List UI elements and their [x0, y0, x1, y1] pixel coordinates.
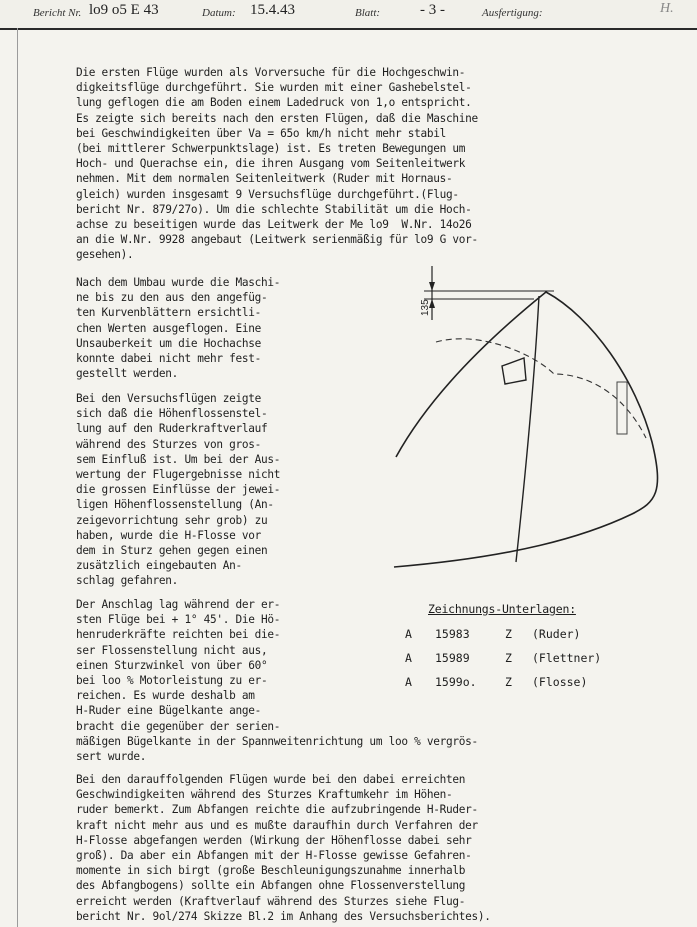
rudder-sketch-svg	[384, 262, 674, 577]
zeichnungs-unterlagen-title: Zeichnungs-Unterlagen:	[428, 602, 576, 616]
drawing-row	[405, 651, 602, 667]
drawing-row	[405, 627, 581, 643]
paragraph-umbau: Nach dem Umbau wurde die Maschi- ne bis zu den aus den angefüg- ten Kurvenblättern ersichtli- chen Werten ausgeflogen. Eine Unsauberkeit um die Hochachse konnte dabei nicht mehr fest- gestellt werden.	[76, 276, 281, 381]
drawing-prefix: A	[405, 651, 412, 665]
report-header	[0, 0, 697, 30]
rudder-sketch	[384, 262, 674, 577]
fin-dashed-contour	[436, 339, 646, 438]
binder-line	[17, 28, 18, 927]
drawing-row	[405, 675, 588, 691]
drawing-prefix: A	[405, 675, 412, 689]
drawing-prefix: A	[405, 627, 412, 641]
ausfertigung-label: Ausfertigung:	[482, 7, 543, 19]
blatt-value: - 3 -	[420, 2, 445, 18]
drawing-part: (Flettner)	[532, 651, 602, 665]
paragraph-anschlag: Der Anschlag lag während der er- sten Flüge bei + 1° 45'. Die Hö- henruderkräfte reichten bei die- ser Flossenstellung nicht aus, einen Sturzwinkel von über 60° bei loo % Motorleistung zu er- reichen. Es wurde deshalb am H-Ruder eine Bügelkante ange- bracht die gegenüber der serien- mäßigen Bügelkante in der Spannweitenrichtung um loo % vergrös- sert wurde.	[76, 598, 478, 764]
fin-outline	[394, 292, 658, 567]
paragraph-flossenstellung: Bei den Versuchsflügen zeigte sich daß die Höhenflossenstel- lung auf den Ruderkraftverlauf während des Sturzes von gros- sem Einfluß ist. Um bei der Aus- wertung der Flugergebnisse nicht die grossen Einflüsse der jewei- ligen Höhenflossenstellung (An- zeigevorrichtung sehr grob) zu haben, wurde die H-Flosse vor dem in Sturz gehen gegen einen zusätzlich eingebauten An- schlag gefahren.	[76, 392, 281, 588]
drawing-number: 15989	[435, 651, 470, 665]
drawing-part: (Ruder)	[532, 627, 581, 641]
drawing-number: 1599o.	[435, 675, 477, 689]
bericht-label: Bericht Nr.	[33, 7, 82, 19]
datum-label: Datum:	[202, 7, 236, 19]
horn-balance	[502, 358, 526, 384]
dimension-label: 135	[420, 299, 431, 316]
drawing-number: 15983	[435, 627, 470, 641]
trim-tab	[617, 382, 627, 434]
datum-value: 15.4.43	[250, 2, 295, 18]
drawing-part: (Flosse)	[532, 675, 588, 689]
blatt-label: Blatt:	[355, 7, 381, 19]
signature-mark: H.	[660, 1, 674, 16]
rudder-hinge-line	[516, 296, 539, 562]
dimension-arrow-top	[429, 282, 435, 291]
drawing-suffix: Z	[505, 675, 512, 689]
drawing-suffix: Z	[505, 627, 512, 641]
drawing-suffix: Z	[505, 651, 512, 665]
bericht-number: lo9 o5 E 43	[89, 2, 159, 18]
paragraph-vorversuche: Die ersten Flüge wurden als Vorversuche für die Hochgeschwin- digkeitsflüge durchgeführt. Sie wurden mit einer Gashebelstel- lung geflogen die am Boden einem Ladedruck von 1,o entspricht. Es zeigte sich bereits nach den ersten Flügen, daß die Maschine bei Geschwindigkeiten über Va = 65o km/h nicht mehr stabil (bei mittlerer Schwerpunktslage) ist. Es treten Bewegungen um Hoch- und Querachse ein, die ihren Ausgang vom Seitenleitwerk nehmen. Mit dem normalen Seitenleitwerk (Ruder mit Hornaus- gleich) wurden insgesamt 9 Versuchsflüge durchgeführt.(Flug- bericht Nr. 879/27o). Um die schlechte Stabilität um die Hoch- achse zu beseitigen wurde das Leitwerk der Me lo9 W.Nr. 14o26 an die W.Nr. 9928 angebaut (Leitwerk serienmäßig für lo9 G vor- gesehen).	[76, 66, 478, 262]
paragraph-abfangen: Bei den darauffolgenden Flügen wurde bei den dabei erreichten Geschwindigkeiten während des Sturzes Kraftumkehr im Höhen- ruder bemerkt. Zum Abfangen reichte die aufzubringende H-Ruder- kraft nicht mehr aus und es mußte daraufhin durch Verfahren der H-Flosse abgefangen werden (Wirkung der Höhenflosse dabei sehr groß). Da aber ein Abfangen mit der H-Flosse gewisse Gefahren- momente in sich birgt (große Beschleunigungszunahme innerhalb des Abfangbogens) sollte ein Abfangen ohne Flossenverstellung erreicht werden (Kraftverlauf während des Sturzes siehe Flug- bericht Nr. 9ol/274 Skizze Bl.2 im Anhang des Versuchsberichtes).	[76, 773, 491, 923]
